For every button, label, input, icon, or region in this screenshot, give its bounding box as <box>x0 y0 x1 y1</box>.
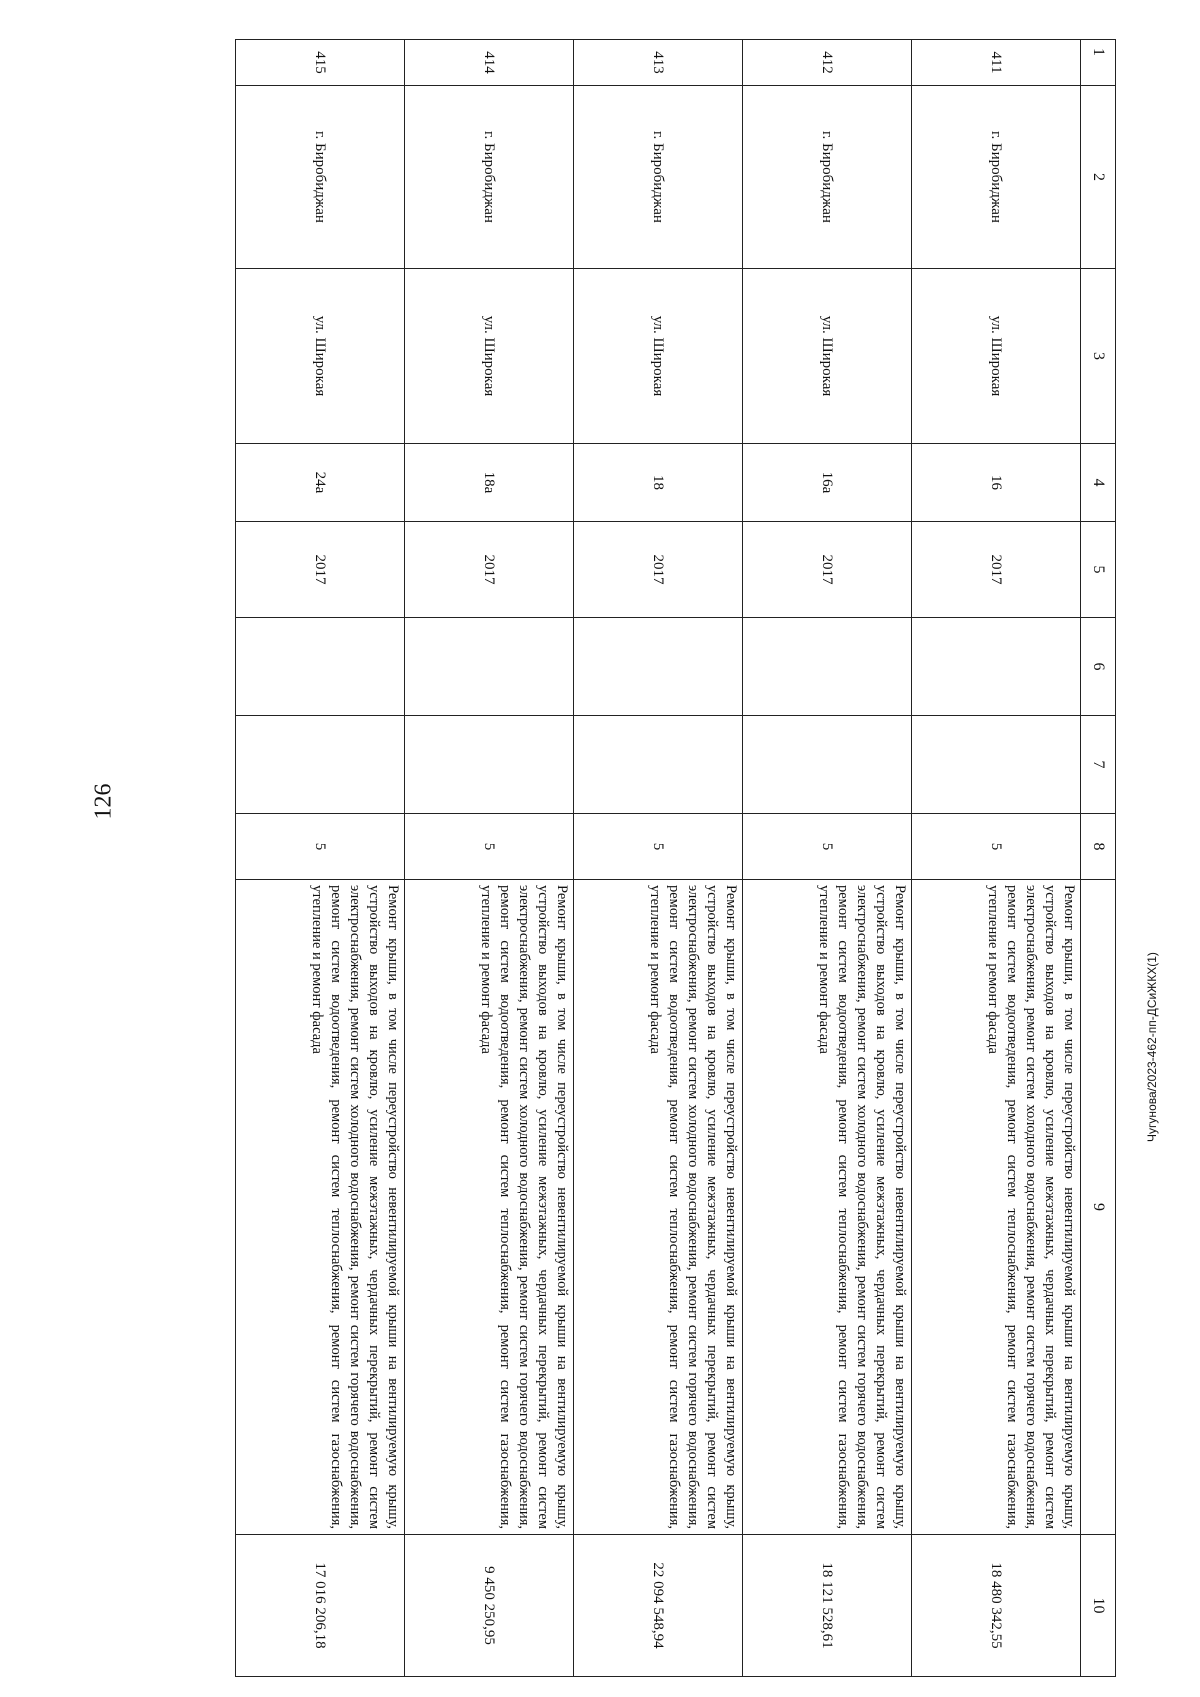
works-cell: Ремонт крыши, в том числе переустройство невентилируемой крыши на вентилируемую крышу, устройство выходов на кровлю, усиление межэтажных, чердачных перекрытий, ремонт систем электроснабжения, ремонт систем холодного водоснабжения, ремонт систем горячего водоснабжения, ремонт систем водоотведения, ремонт систем теплоснабжения, ремонт систем газоснабжения, утепление и ремонт фасада <box>912 880 1081 1535</box>
cost-cell: 9 450 250,95 <box>405 1535 574 1677</box>
street-cell: ул. Широкая <box>574 269 743 444</box>
row-number: 411 <box>912 40 1081 86</box>
column-header: 10 <box>1081 1535 1116 1677</box>
works-cell: Ремонт крыши, в том числе переустройство невентилируемой крыши на вентилируемую крышу, устройство выходов на кровлю, усиление межэтажных, чердачных перекрытий, ремонт систем электроснабжения, ремонт систем холодного водоснабжения, ремонт систем горячего водоснабжения, ремонт систем водоотведения, ремонт систем теплоснабжения, ремонт систем газоснабжения, утепление и ремонт фасада <box>574 880 743 1535</box>
row-number: 413 <box>574 40 743 86</box>
capital-repair-table <box>235 39 1116 1677</box>
column-header: 3 <box>1081 269 1116 444</box>
year-cell: 2017 <box>236 522 405 618</box>
col7-cell <box>743 716 912 814</box>
column-header: 9 <box>1081 880 1116 1535</box>
city-cell: г. Биробиджан <box>743 86 912 269</box>
row-number: 412 <box>743 40 912 86</box>
city-cell: г. Биробиджан <box>912 86 1081 269</box>
table-row <box>574 40 743 1677</box>
column-number-row <box>1081 40 1116 1677</box>
street-cell: ул. Широкая <box>912 269 1081 444</box>
col6-cell <box>574 618 743 716</box>
year-cell: 2017 <box>405 522 574 618</box>
works-cell: Ремонт крыши, в том числе переустройство невентилируемой крыши на вентилируемую крышу, устройство выходов на кровлю, усиление межэтажных, чердачных перекрытий, ремонт систем электроснабжения, ремонт систем холодного водоснабжения, ремонт систем горячего водоснабжения, ремонт систем водоотведения, ремонт систем теплоснабжения, ремонт систем газоснабжения, утепление и ремонт фасада <box>236 880 405 1535</box>
col7-cell <box>405 716 574 814</box>
col8-cell: 5 <box>743 814 912 880</box>
street-cell: ул. Широкая <box>743 269 912 444</box>
col8-cell: 5 <box>236 814 405 880</box>
column-header: 2 <box>1081 86 1116 269</box>
table-row <box>236 40 405 1677</box>
document-footer: Чугунова/2023-462-пп-ДСиЖКХ(1) <box>1145 952 1159 1142</box>
column-header: 1 <box>1081 40 1116 86</box>
col7-cell <box>574 716 743 814</box>
page-number: 126 <box>90 783 117 820</box>
house-cell: 24а <box>236 444 405 522</box>
col6-cell <box>405 618 574 716</box>
house-cell: 16а <box>743 444 912 522</box>
cost-cell: 22 094 548,94 <box>574 1535 743 1677</box>
col7-cell <box>912 716 1081 814</box>
column-header: 8 <box>1081 814 1116 880</box>
column-header: 5 <box>1081 522 1116 618</box>
year-cell: 2017 <box>574 522 743 618</box>
city-cell: г. Биробиджан <box>405 86 574 269</box>
city-cell: г. Биробиджан <box>236 86 405 269</box>
house-cell: 18 <box>574 444 743 522</box>
cost-cell: 17 016 206,18 <box>236 1535 405 1677</box>
col8-cell: 5 <box>912 814 1081 880</box>
table-row <box>912 40 1081 1677</box>
row-number: 415 <box>236 40 405 86</box>
column-header: 7 <box>1081 716 1116 814</box>
year-cell: 2017 <box>743 522 912 618</box>
table-row <box>405 40 574 1677</box>
column-header: 4 <box>1081 444 1116 522</box>
col6-cell <box>743 618 912 716</box>
rotated-sheet <box>186 39 1116 1676</box>
house-cell: 16 <box>912 444 1081 522</box>
city-cell: г. Биробиджан <box>574 86 743 269</box>
year-cell: 2017 <box>912 522 1081 618</box>
table-row <box>743 40 912 1677</box>
cost-cell: 18 121 528,61 <box>743 1535 912 1677</box>
street-cell: ул. Широкая <box>405 269 574 444</box>
row-number: 414 <box>405 40 574 86</box>
works-cell: Ремонт крыши, в том числе переустройство невентилируемой крыши на вентилируемую крышу, устройство выходов на кровлю, усиление межэтажных, чердачных перекрытий, ремонт систем электроснабжения, ремонт систем холодного водоснабжения, ремонт систем горячего водоснабжения, ремонт систем водоотведения, ремонт систем теплоснабжения, ремонт систем газоснабжения, утепление и ремонт фасада <box>743 880 912 1535</box>
street-cell: ул. Широкая <box>236 269 405 444</box>
cost-cell: 18 480 342,55 <box>912 1535 1081 1677</box>
works-cell: Ремонт крыши, в том числе переустройство невентилируемой крыши на вентилируемую крышу, устройство выходов на кровлю, усиление межэтажных, чердачных перекрытий, ремонт систем электроснабжения, ремонт систем холодного водоснабжения, ремонт систем горячего водоснабжения, ремонт систем водоотведения, ремонт систем теплоснабжения, ремонт систем газоснабжения, утепление и ремонт фасада <box>405 880 574 1535</box>
col6-cell <box>912 618 1081 716</box>
col8-cell: 5 <box>574 814 743 880</box>
col8-cell: 5 <box>405 814 574 880</box>
col7-cell <box>236 716 405 814</box>
col6-cell <box>236 618 405 716</box>
column-header: 6 <box>1081 618 1116 716</box>
house-cell: 18а <box>405 444 574 522</box>
